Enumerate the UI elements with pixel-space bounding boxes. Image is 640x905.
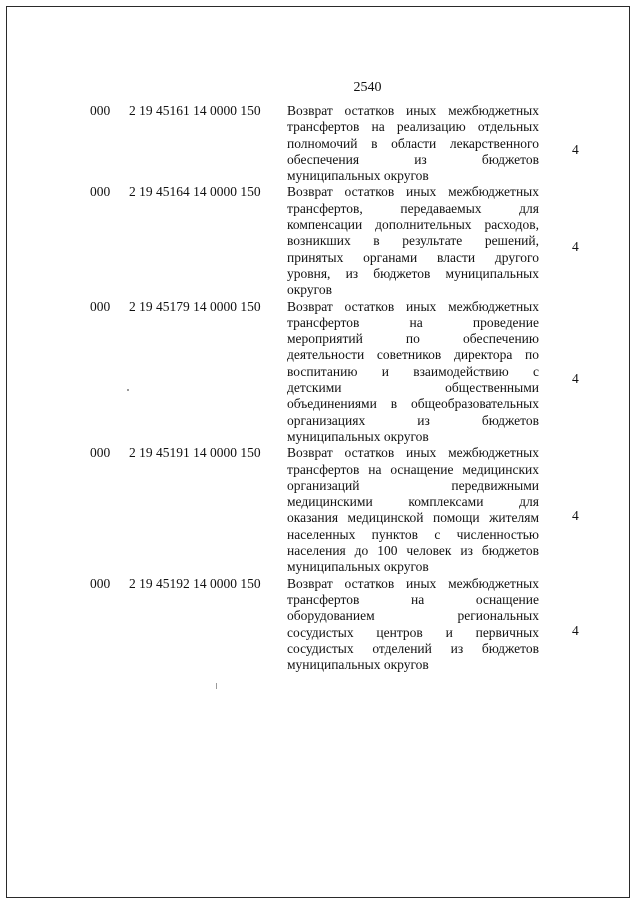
scan-speck bbox=[216, 683, 217, 689]
admin-code: 000 bbox=[90, 184, 111, 200]
description-line: трансфертов на оснащение медицинских bbox=[287, 461, 539, 477]
description-line: детскими общественными bbox=[287, 380, 539, 396]
row-description bbox=[287, 299, 539, 446]
description-line: сосудистых центров и первичных bbox=[287, 624, 539, 640]
description-line: обеспечения из бюджетов bbox=[287, 151, 539, 167]
description-line: объединениями в общеобразовательных bbox=[287, 396, 539, 412]
table-row bbox=[90, 184, 590, 298]
description-line: трансфертов на реализацию отдельных bbox=[287, 119, 539, 135]
description-line: оборудованием региональных bbox=[287, 608, 539, 624]
description-line: уровня, из бюджетов муниципальных bbox=[287, 265, 539, 281]
table-row bbox=[90, 576, 590, 674]
description-line: воспитанию и взаимодействию с bbox=[287, 363, 539, 379]
description-line: Возврат остатков иных межбюджетных bbox=[287, 575, 539, 591]
table-row bbox=[90, 445, 590, 575]
description-line: трансфертов на оснащение bbox=[287, 591, 539, 607]
description-line: сосудистых отделений из бюджетов bbox=[287, 640, 539, 656]
row-value: 4 bbox=[572, 370, 579, 386]
budget-classification-code: 2 19 45192 14 0000 150 bbox=[129, 575, 261, 591]
table-row bbox=[90, 299, 590, 446]
description-line: Возврат остатков иных межбюджетных bbox=[287, 103, 539, 118]
description-line: трансфертов на проведение bbox=[287, 314, 539, 330]
description-line: оказания медицинской помощи жителям bbox=[287, 510, 539, 526]
description-line: полномочий в области лекарственного bbox=[287, 135, 539, 151]
description-line: трансфертов, передаваемых для bbox=[287, 200, 539, 216]
description-line: населения до 100 человек из бюджетов bbox=[287, 543, 539, 559]
row-description bbox=[287, 445, 539, 575]
budget-classification-code: 2 19 45161 14 0000 150 bbox=[129, 103, 261, 118]
row-description bbox=[287, 576, 539, 674]
description-line: организаций передвижными bbox=[287, 477, 539, 493]
admin-code: 000 bbox=[90, 298, 111, 314]
admin-code: 000 bbox=[90, 445, 111, 461]
description-line: возникших в результате решений, bbox=[287, 233, 539, 249]
description-line: муниципальных округов bbox=[287, 657, 429, 673]
description-line: медицинскими комплексами для bbox=[287, 494, 539, 510]
table-row bbox=[90, 103, 590, 184]
budget-classification-code: 2 19 45191 14 0000 150 bbox=[129, 445, 261, 461]
description-line: муниципальных округов bbox=[287, 559, 429, 575]
description-line: муниципальных округов bbox=[287, 168, 429, 184]
description-line: Возврат остатков иных межбюджетных bbox=[287, 445, 539, 461]
budget-classification-code: 2 19 45164 14 0000 150 bbox=[129, 184, 261, 200]
row-value: 4 bbox=[572, 239, 579, 255]
description-line: Возврат остатков иных межбюджетных bbox=[287, 184, 539, 200]
description-line: компенсации дополнительных расходов, bbox=[287, 217, 539, 233]
description-line: деятельности советников директора по bbox=[287, 347, 539, 363]
description-line: населенных пунктов с численностью bbox=[287, 526, 539, 542]
row-description bbox=[287, 184, 539, 298]
budget-classification-code: 2 19 45179 14 0000 150 bbox=[129, 298, 261, 314]
description-line: мероприятий по обеспечению bbox=[287, 331, 539, 347]
row-description bbox=[287, 103, 539, 184]
row-value: 4 bbox=[572, 622, 579, 638]
description-line: организациях из бюджетов bbox=[287, 412, 539, 428]
description-line: муниципальных округов bbox=[287, 428, 429, 444]
admin-code: 000 bbox=[90, 575, 111, 591]
admin-code: 000 bbox=[90, 103, 111, 118]
row-value: 4 bbox=[572, 508, 579, 524]
description-line: Возврат остатков иных межбюджетных bbox=[287, 298, 539, 314]
description-line: принятых органами власти другого bbox=[287, 249, 539, 265]
description-line: округов bbox=[287, 282, 332, 298]
row-value: 4 bbox=[572, 142, 579, 157]
budget-table bbox=[90, 103, 590, 673]
page-number: 2540 bbox=[353, 80, 382, 95]
